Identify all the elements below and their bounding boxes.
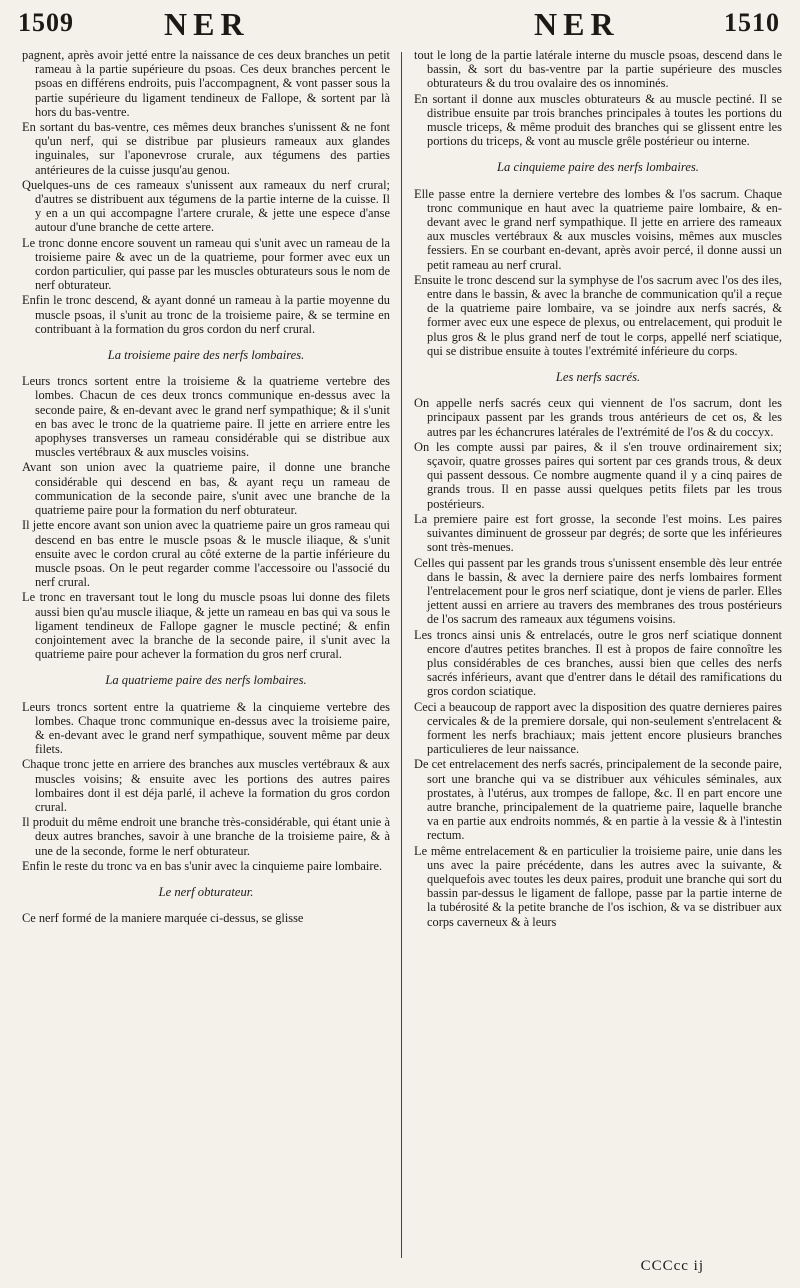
paragraph: Il jette encore avant son union avec la quatrieme paire un gros rameau qui descend en bas entre le muscle psoas & le muscle iliaque, & s'unit ensuite avec le cordon crural au côté externe de la partie inférieure du muscle psoas. On le peut regarder comme l'accessoire ou l'associé du nerf crural. [22, 518, 390, 590]
paragraph: Quelques-uns de ces rameaux s'unissent aux rameaux du nerf crural; d'autres se distribuent aux tégumens de la partie interne de la cuisse. Il y en a un qui accompagne l'artere crurale, & jette une espece d'anse autour d'une branche de cette artere. [22, 177, 390, 235]
paragraph: pagnent, après avoir jetté entre la naissance de ces deux branches un petit rameau à la partie supérieure du psoas. Ces deux branches percent le psoas en différens endroits, puis l'accompagnent, & vont passer sous la partie supérieure du ligament tendineux de Fallope, & sortent par là hors du bas-ventre. [22, 48, 390, 119]
paragraph: Le même entrelacement & en particulier la troisieme paire, unie dans les uns avec la paire précédente, dans les autres avec la suivante, & quelquefois avec toutes les deux paires, produit une branche qui sort du bassin par-dessus le ligament de fallope, passe par la partie interne de la tubérosité & la petite branche de l'os ischion, & va se distribuer aux corps caverneux & à leurs [414, 843, 782, 929]
paragraph: Ensuite le tronc descend sur la symphyse de l'os sacrum avec l'os des iles, entre dans le bassin, & avec la branche de communication qu'il a reçue de la quatrieme paire lombaire, va se joindre aux nerfs sacrés, & former avec eux une espece de plexus, ou entrelacement, qui produit le plus gros & le plus grand nerf de tout le corps, appellé nerf sciatique, qui se distribue ensuite à toutes l'extrémité inférieure du corps. [414, 272, 782, 358]
page-header [14, 8, 786, 46]
paragraph: Celles qui passent par les grands trous s'unissent ensemble dès leur entrée dans le bassin, & avec la derniere paire des nerfs lombaires forment l'entrelacement pour le gros nerf sciatique, dont je viens de parler. Elles jettent aussi en arriere au travers des membranes des trous postérieurs de l'os sacrum des rameaux aux tégumens voisins. [414, 555, 782, 627]
paragraph: Enfin le reste du tronc va en bas s'unir avec la cinquieme paire lombaire. [22, 858, 383, 873]
paragraph: Leurs troncs sortent entre la troisieme & la quatrieme vertebre des lombes. Chacun de ces deux troncs communique en-dessus avec la seconde paire, & en-devant avec le grand nerf sympathique; & il s'unit en bas avec le tronc de la quatrieme paire. Il jette en arriere entre les apophyses transverses un rameau considérable qui se distribue aux muscles vertébraux & aux muscles voisins. [22, 374, 390, 460]
paragraph: Avant son union avec la quatrieme paire, il donne une branche considérable qui descend en bas, & ayant reçu un rameau de communication de la seconde paire, s'unit avec une branche de la quatrieme paire pour la formation du nerf obturateur. [22, 460, 390, 518]
paragraph: On les compte aussi par paires, & il s'en trouve ordinairement six; sçavoir, quatre grosses paires qui sortent par ces grands trous, & deux qui passent dessous. Ce nombre augmente quand il y a cinq paires de grands trous. Il en passe aussi quelques petits filets par les trous postérieurs. [414, 439, 782, 511]
paragraph: Enfin le tronc descend, & ayant donné un rameau à la partie moyenne du muscle psoas, il s'unit au tronc de la troisieme paire, & se termine en contribuant à la formation du gros cordon du nerf crural. [22, 293, 390, 336]
paragraph: Ceci a beaucoup de rapport avec la disposition des quatre dernieres paires cervicales & de la premiere dorsale, qui non-seulement s'entrelacent & forment les nerfs brachiaux; mais jettent encore plusieurs branches particulieres de leur naissance. [414, 699, 782, 757]
paragraph: En sortant du bas-ventre, ces mêmes deux branches s'unissent & ne font qu'un nerf, qui se distribue par plusieurs rameaux aux glandes inguinales, sur l'aponevrose crurale, aux tégumens des parties antérieures de la cuisse jusqu'au genou. [22, 120, 390, 177]
paragraph: Le tronc en traversant tout le long du muscle psoas lui donne des filets aussi bien qu'au muscle iliaque, & jette un rameau en bas qui va sous le ligament tendineux de Fallope gagner le muscle pectiné; & enfin conjointement avec la branche de la seconde paire, il s'unit avec la quatrieme paire pour achever la formation du gros nerf crural. [22, 590, 390, 662]
page-number-right: 1510 [724, 8, 780, 37]
paragraph: La premiere paire est fort grosse, la seconde l'est moins. Les paires suivantes diminuent de grosseur par degrés; de sorte que les inférieures sont très-menues. [414, 511, 782, 555]
section-heading: La quatrieme paire des nerfs lombaires. [105, 673, 307, 688]
paragraph: Ce nerf formé de la maniere marquée ci-dessus, se glisse [22, 911, 304, 926]
page-number-left: 1509 [18, 8, 74, 37]
section-heading: Le nerf obturateur. [158, 884, 254, 899]
paragraph: Leurs troncs sortent entre la quatrieme & la cinquieme vertebre des lombes. Chaque tronc communique en-dessus avec la troisieme paire, & en-devant avec le grand nerf sympathique, souvent même par deux filets. [22, 699, 390, 757]
signature-mark: CCCcc ij [640, 1258, 704, 1274]
paragraph: tout le long de la partie latérale interne du muscle psoas, descend dans le bassin, & sort du bas-ventre par la partie supérieure des muscles obturateurs & du trou ovalaire des os innominés. [414, 48, 782, 91]
paragraph: Les troncs ainsi unis & entrelacés, outre le gros nerf sciatique donnent encore d'autres petites branches. Il est à propos de faire connoître les plus considérables de ces branches, aussi bien que celles des nerfs sacrés inférieurs, avant que d'entrer dans le détail des ramifications du gros cordon sciatique. [414, 627, 782, 699]
paragraph: Le tronc donne encore souvent un rameau qui s'unit avec un rameau de la troisieme paire & avec un de la quatrieme, pour former avec eux un cordon particulier, qui passe par les muscles obturateurs sous le nom de nerf obturateur. [22, 235, 390, 293]
paragraph: On appelle nerfs sacrés ceux qui viennent de l'os sacrum, dont les principaux passent par les grands trous antérieurs de cet os, & les autres par les échancrures latérales de l'extrémité de l'os & du coccyx. [414, 396, 782, 439]
running-head-right: NER [534, 6, 620, 42]
paragraph: De cet entrelacement des nerfs sacrés, principalement de la seconde paire, sort une branche qui va se distribuer aux véhicules séminales, aux prostates, à l'utérus, aux trompes de fallope, &c. Il en part encore une autre branche, principalement de la quatrieme paire, laquelle branche va en partie aux endroits nommés, & en partie à la vessie & à l'intestin rectum. [414, 757, 782, 843]
section-heading: La cinquieme paire des nerfs lombaires. [497, 160, 699, 175]
left-column [22, 48, 390, 926]
paragraph: Il produit du même endroit une branche très-considérable, qui étant unie à deux autres branches, savoir à une branche de la troisieme paire, & à une de la seconde, forme le nerf obturateur. [22, 815, 390, 858]
right-column [414, 48, 782, 930]
column-divider [401, 52, 402, 1258]
running-head-left: NER [164, 6, 250, 42]
paragraph: En sortant il donne aux muscles obturateurs & au muscle pectiné. Il se distribue ensuite par trois branches principales à toutes les portions du muscle triceps, & même produit des branches qui se glissent entre les portions du triceps, & vont au muscle grêle postérieur ou interne. [414, 91, 782, 149]
section-heading: La troisieme paire des nerfs lombaires. [107, 348, 305, 363]
section-heading: Les nerfs sacrés. [555, 370, 641, 385]
paragraph: Elle passe entre la derniere vertebre des lombes & l'os sacrum. Chaque tronc communique en haut avec la quatrieme paire lombaire, & en-devant avec le grand nerf sympathique. Il jette en arriere des rameaux aux muscles vertébraux & aux muscles voisins, mêmes aux muscles fessiers. En se courbant en-devant, après avoir percé, il donne aussi un petit rameau au nerf crural. [414, 186, 782, 272]
paragraph: Chaque tronc jette en arriere des branches aux muscles vertébraux & aux muscles voisins; & ensuite avec les portions des autres paires lombaires dont il est déja parlé, il acheve la formation du gros cordon crural. [22, 757, 390, 814]
